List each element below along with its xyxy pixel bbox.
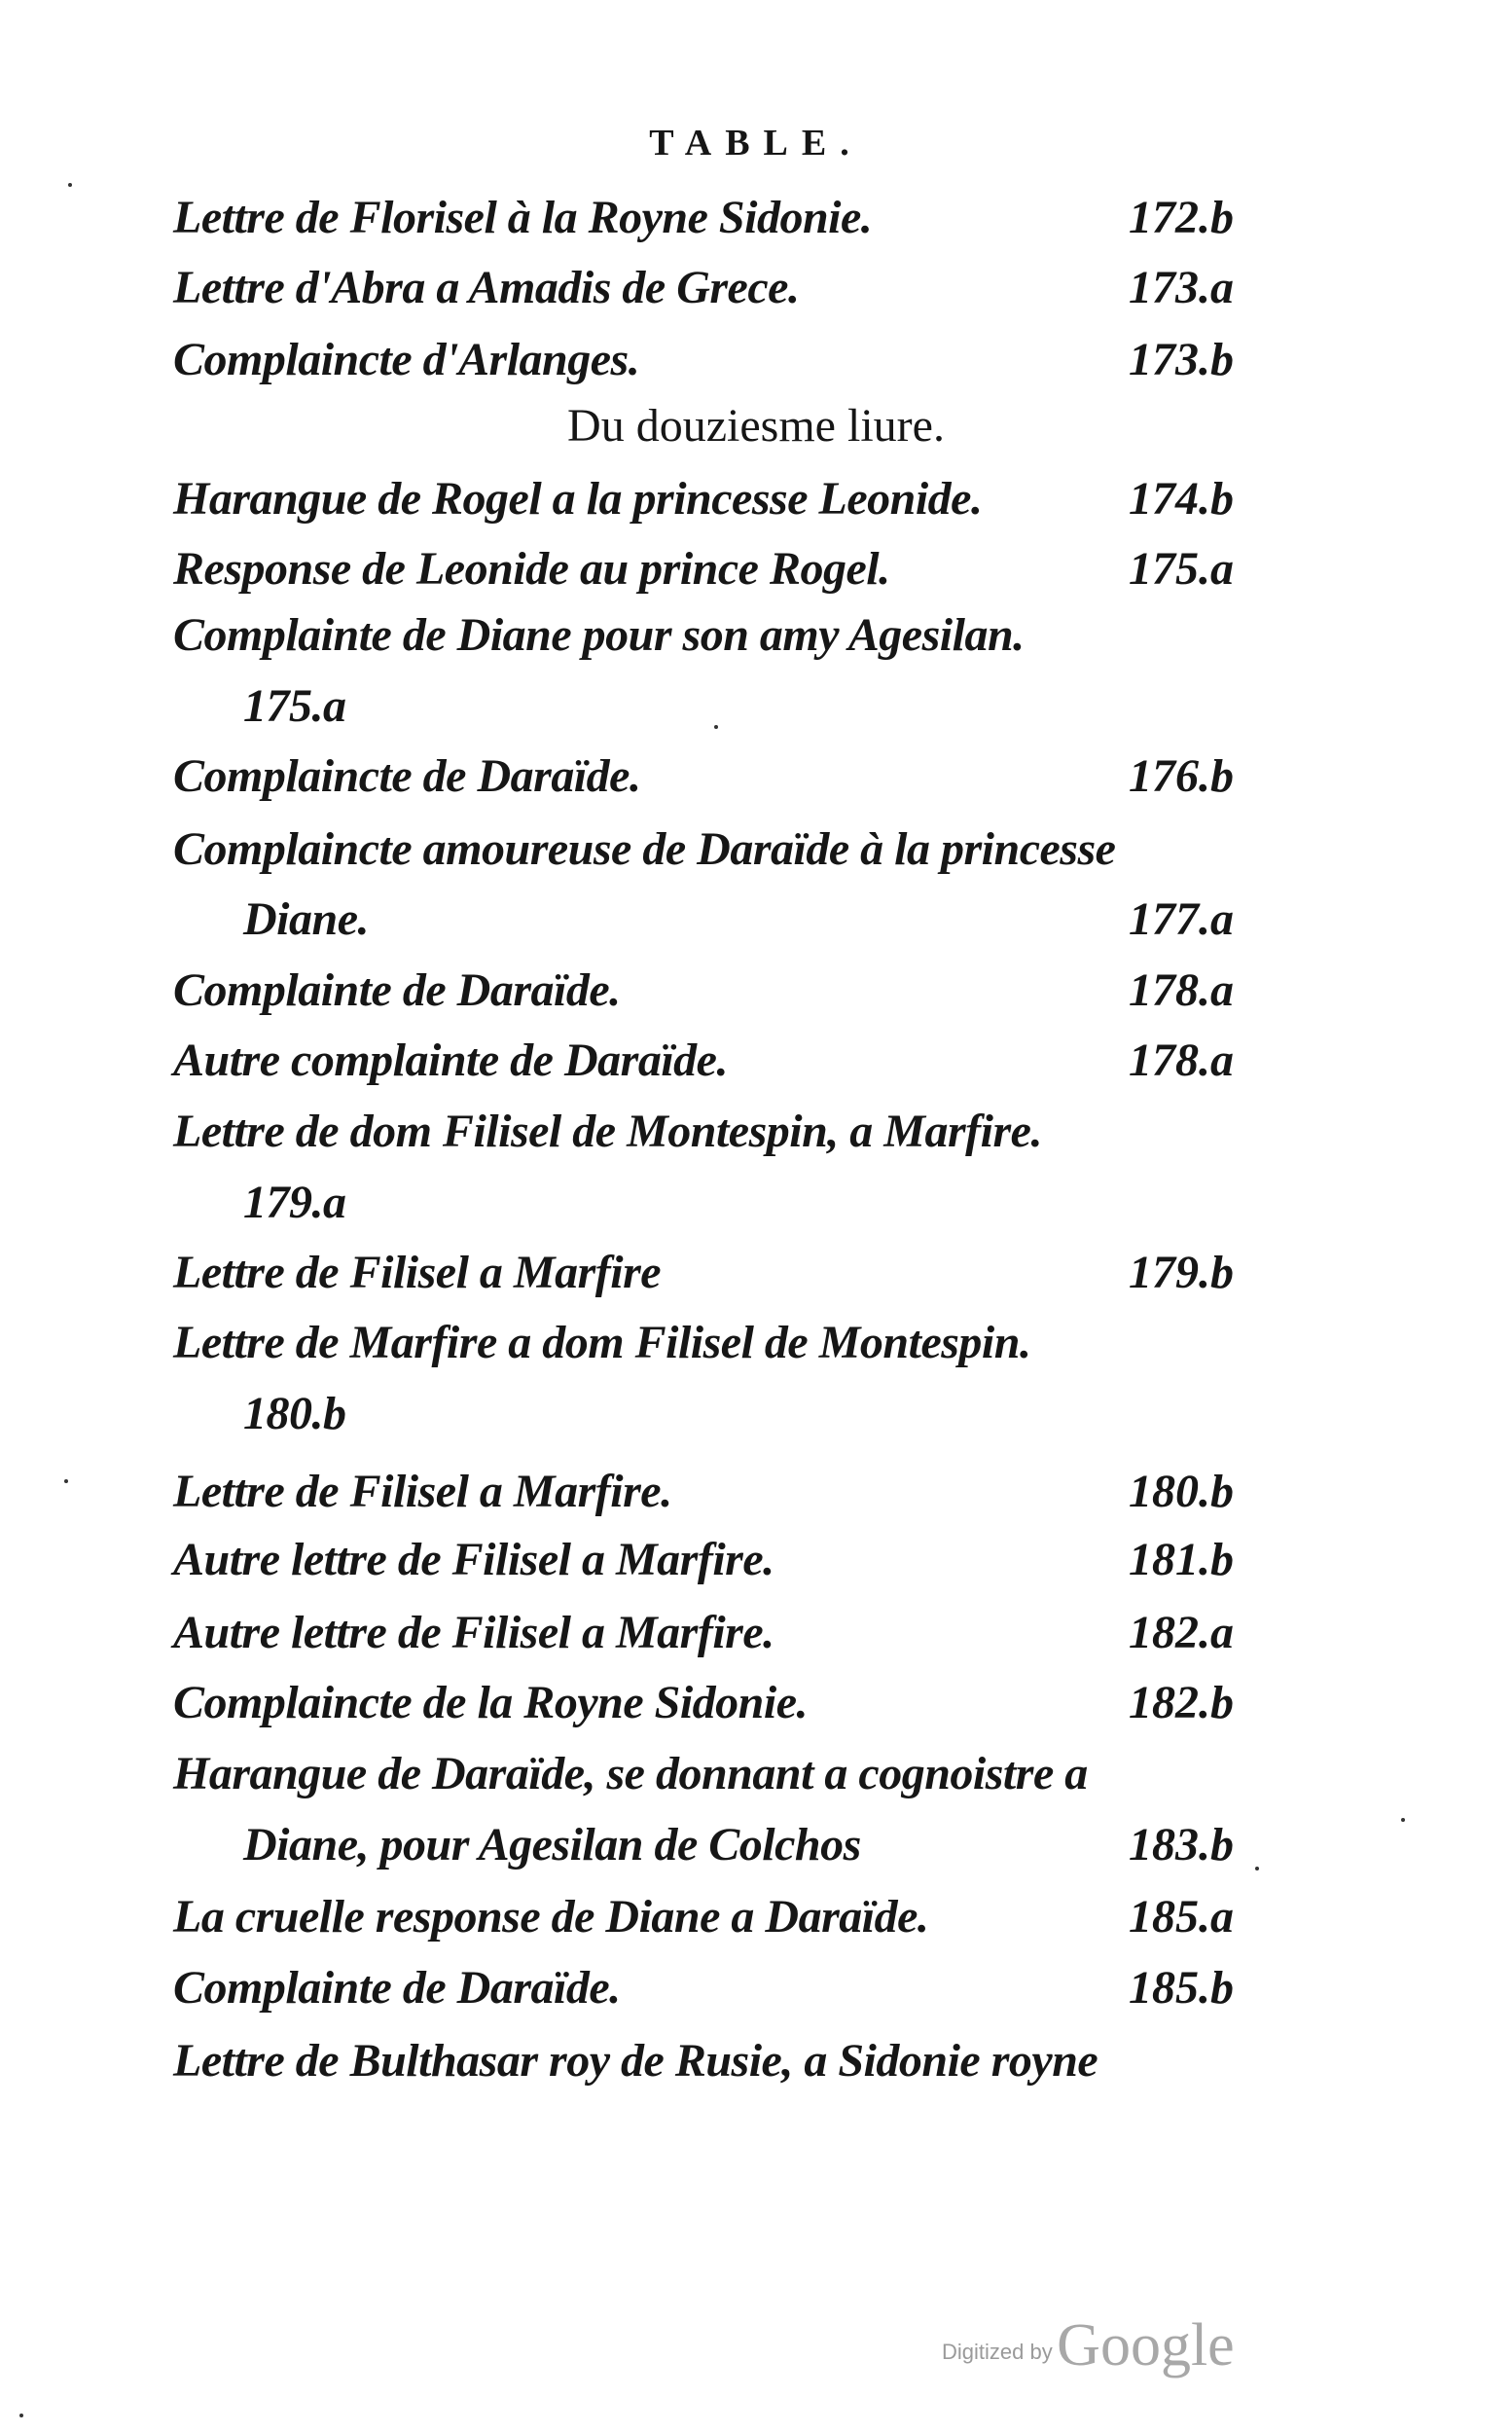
entry-title: Harangue de Daraïde, se donnant a cognoistre a — [173, 1748, 1088, 1799]
entry-title: 179.a — [243, 1177, 346, 1228]
section-heading: Du douziesme liure. — [567, 400, 945, 452]
entry-title: Complaincte de la Royne Sidonie. — [173, 1677, 808, 1728]
scan-speck — [714, 725, 718, 729]
entry-page: 185.b — [1129, 1962, 1234, 2014]
entry-title: Complainte de Daraïde. — [173, 1962, 621, 2014]
toc-entry — [173, 1316, 1234, 1384]
entry-title: Lettre de Filisel a Marfire. — [173, 1466, 672, 1517]
toc-entry — [173, 472, 1234, 540]
entry-title: Autre lettre de Filisel a Marfire. — [173, 1534, 774, 1585]
google-logo: Google — [1057, 2312, 1235, 2379]
entry-page: 172.b — [1129, 192, 1234, 243]
toc-entry-continuation — [173, 679, 1234, 747]
entry-page: 183.b — [1129, 1819, 1234, 1870]
toc-entry — [173, 191, 1234, 259]
scan-speck — [19, 2414, 23, 2417]
entry-title: Harangue de Rogel a la princesse Leonide. — [173, 473, 983, 525]
entry-title: 175.a — [243, 680, 346, 732]
toc-entry — [173, 1465, 1234, 1533]
entry-title: Lettre de Florisel à la Royne Sidonie. — [173, 192, 873, 243]
toc-entry-continuation — [173, 1387, 1234, 1455]
entry-title: Lettre de Marfire a dom Filisel de Montespin. — [173, 1317, 1031, 1368]
toc-entry — [173, 333, 1234, 401]
entry-page: 176.b — [1129, 750, 1234, 802]
entry-title: Complaincte amoureuse de Daraïde à la princesse — [173, 823, 1116, 875]
toc-entry — [173, 1105, 1234, 1173]
entry-page: 180.b — [1129, 1466, 1234, 1517]
scan-speck — [1401, 1818, 1405, 1822]
entry-title: Complainte de Daraïde. — [173, 964, 621, 1016]
entry-title: Complaincte de Daraïde. — [173, 750, 641, 802]
entry-title: Autre complainte de Daraïde. — [173, 1035, 728, 1086]
entry-title: Response de Leonide au prince Rogel. — [173, 543, 890, 595]
entry-page: 178.a — [1129, 964, 1234, 1016]
toc-entry — [173, 1034, 1234, 1102]
entry-page: 178.a — [1129, 1035, 1234, 1086]
entry-page: 173.a — [1129, 262, 1234, 313]
page-header: TABLE. — [649, 123, 863, 163]
toc-entry — [173, 1676, 1234, 1744]
toc-entry — [173, 261, 1234, 329]
toc-entry-continuation — [173, 892, 1234, 961]
entry-page: 185.a — [1129, 1891, 1234, 1943]
scan-speck — [1255, 1867, 1259, 1870]
entry-title: Lettre d'Abra a Amadis de Grece. — [173, 262, 800, 313]
toc-entry — [173, 1246, 1234, 1314]
entry-page: 182.b — [1129, 1677, 1234, 1728]
toc-entry-continuation — [173, 1176, 1234, 1244]
toc-entry — [173, 1961, 1234, 2029]
toc-entry — [173, 1747, 1234, 1815]
entry-page: 177.a — [1129, 893, 1234, 945]
entry-page: 174.b — [1129, 473, 1234, 525]
entry-title: Complainte de Diane pour son amy Agesilan. — [173, 609, 1025, 661]
watermark-prefix: Digitized by — [942, 2340, 1053, 2364]
entry-title: Diane, pour Agesilan de Colchos — [243, 1819, 861, 1870]
digitized-watermark — [942, 2311, 1235, 2380]
entry-page: 181.b — [1129, 1534, 1234, 1585]
entry-page: 182.a — [1129, 1607, 1234, 1658]
toc-entry — [173, 2034, 1234, 2102]
scan-speck — [68, 183, 72, 187]
entry-title: Lettre de dom Filisel de Montespin, a Marfire. — [173, 1106, 1042, 1157]
entry-title: Complaincte d'Arlanges. — [173, 334, 640, 385]
toc-entry — [173, 963, 1234, 1032]
entry-title: Autre lettre de Filisel a Marfire. — [173, 1607, 774, 1658]
entry-page: 173.b — [1129, 334, 1234, 385]
toc-entry — [173, 542, 1234, 610]
entry-title: La cruelle response de Diane a Daraïde. — [173, 1891, 929, 1943]
entry-title: Lettre de Bulthasar roy de Rusie, a Sidonie royne — [173, 2035, 1098, 2087]
entry-title: Diane. — [243, 893, 369, 945]
entry-page: 175.a — [1129, 543, 1234, 595]
toc-entry — [173, 822, 1234, 890]
toc-entry — [173, 1533, 1234, 1601]
entry-title: 180.b — [243, 1388, 346, 1439]
toc-entry — [173, 608, 1234, 676]
toc-entry — [173, 1606, 1234, 1674]
entry-title: Lettre de Filisel a Marfire — [173, 1247, 662, 1298]
toc-entry — [173, 1890, 1234, 1958]
toc-entry-continuation — [173, 1818, 1234, 1886]
toc-entry — [173, 749, 1234, 817]
entry-page: 179.b — [1129, 1247, 1234, 1298]
scan-speck — [64, 1479, 68, 1483]
